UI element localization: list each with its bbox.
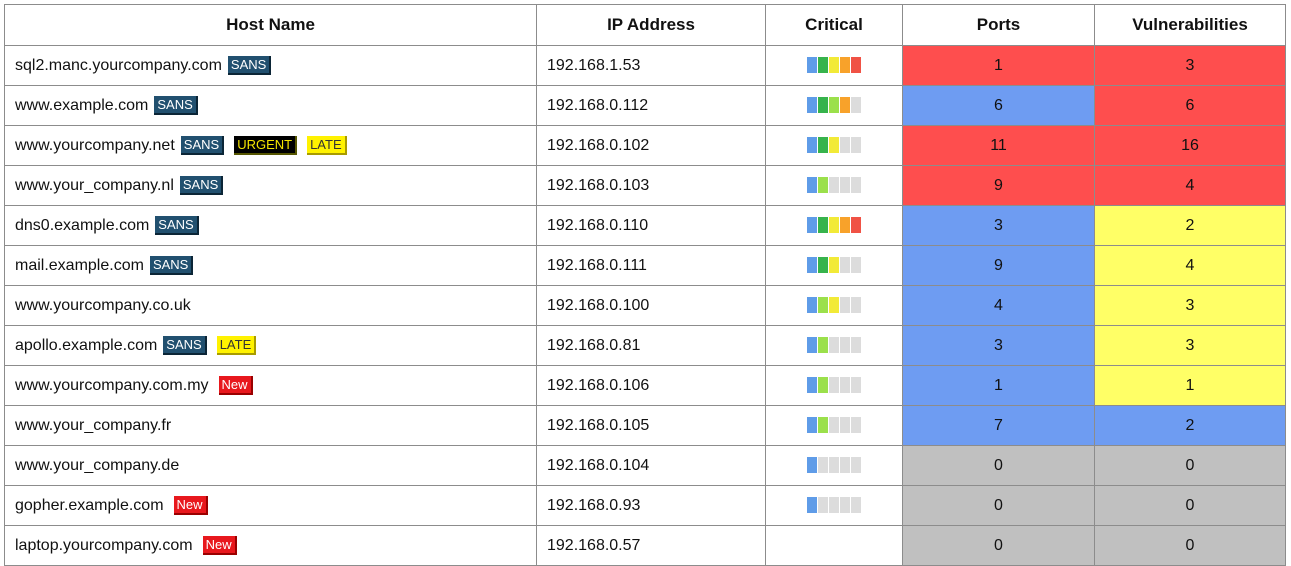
table-row[interactable] — [5, 166, 1286, 206]
criticality-segment — [818, 337, 828, 353]
criticality-segment — [829, 497, 839, 513]
ip-address-cell: 192.168.0.106 — [537, 366, 766, 406]
criticality-segment — [807, 217, 817, 233]
criticality-segment — [818, 457, 828, 473]
criticality-segment — [840, 177, 850, 193]
critical-cell — [766, 86, 903, 126]
ip-address-cell: 192.168.0.104 — [537, 446, 766, 486]
criticality-segment — [851, 177, 861, 193]
table-row[interactable] — [5, 406, 1286, 446]
critical-cell — [766, 126, 903, 166]
ports-cell[interactable]: 0 — [903, 486, 1095, 526]
ip-address-cell: 192.168.0.81 — [537, 326, 766, 366]
host-name-link[interactable]: www.yourcompany.net — [15, 137, 175, 154]
table-row[interactable] — [5, 446, 1286, 486]
ports-cell[interactable]: 9 — [903, 166, 1095, 206]
criticality-segment — [818, 177, 828, 193]
criticality-segment — [807, 497, 817, 513]
criticality-bar — [807, 457, 861, 473]
vulnerabilities-cell[interactable]: 3 — [1095, 46, 1286, 86]
host-name-link[interactable]: dns0.example.com — [15, 217, 150, 234]
criticality-segment — [829, 137, 839, 153]
criticality-segment — [807, 297, 817, 313]
ports-cell[interactable]: 0 — [903, 446, 1095, 486]
ports-cell[interactable]: 7 — [903, 406, 1095, 446]
criticality-segment — [818, 497, 828, 513]
criticality-segment — [818, 417, 828, 433]
table-row[interactable] — [5, 366, 1286, 406]
host-name-link[interactable]: www.your_company.nl — [15, 177, 174, 194]
criticality-segment — [807, 337, 817, 353]
table-body — [5, 46, 1286, 566]
table-row[interactable] — [5, 326, 1286, 366]
column-header-vulnerabilities[interactable]: Vulnerabilities — [1095, 5, 1286, 46]
host-name-cell — [5, 486, 537, 526]
criticality-segment — [807, 457, 817, 473]
criticality-segment — [851, 297, 861, 313]
criticality-segment — [829, 57, 839, 73]
criticality-bar — [807, 57, 861, 73]
host-name-link[interactable]: www.your_company.de — [15, 456, 180, 474]
critical-cell — [766, 246, 903, 286]
criticality-segment — [840, 297, 850, 313]
ip-address-cell: 192.168.0.103 — [537, 166, 766, 206]
critical-cell — [766, 326, 903, 366]
criticality-bar — [807, 337, 861, 353]
criticality-segment — [829, 417, 839, 433]
vulnerabilities-cell[interactable]: 4 — [1095, 246, 1286, 286]
host-name-link[interactable]: www.yourcompany.com.my — [15, 377, 209, 394]
ip-address-cell: 192.168.1.53 — [537, 46, 766, 86]
critical-cell — [766, 406, 903, 446]
criticality-segment — [807, 377, 817, 393]
criticality-bar — [807, 297, 861, 313]
criticality-segment — [840, 57, 850, 73]
criticality-segment — [818, 97, 828, 113]
criticality-segment — [851, 457, 861, 473]
vulnerabilities-cell[interactable]: 2 — [1095, 406, 1286, 446]
table-row[interactable] — [5, 246, 1286, 286]
criticality-segment — [829, 377, 839, 393]
host-name-link[interactable]: gopher.example.com — [15, 497, 164, 514]
critical-cell — [766, 526, 903, 566]
criticality-segment — [851, 377, 861, 393]
criticality-segment — [840, 137, 850, 153]
table-row[interactable] — [5, 486, 1286, 526]
criticality-segment — [851, 217, 861, 233]
table-row[interactable] — [5, 46, 1286, 86]
sans-badge: SANS — [228, 56, 271, 75]
sans-badge: SANS — [154, 96, 197, 115]
criticality-segment — [807, 97, 817, 113]
host-name-cell — [5, 86, 537, 126]
table-row[interactable] — [5, 206, 1286, 246]
vulnerabilities-cell[interactable]: 16 — [1095, 126, 1286, 166]
critical-cell — [766, 446, 903, 486]
criticality-bar — [807, 137, 861, 153]
ip-address-cell: 192.168.0.105 — [537, 406, 766, 446]
critical-cell — [766, 366, 903, 406]
new-badge: New — [219, 376, 253, 395]
host-name-cell — [5, 366, 537, 406]
vulnerabilities-cell[interactable]: 2 — [1095, 206, 1286, 246]
host-name-cell — [5, 286, 537, 326]
ports-cell[interactable]: 11 — [903, 126, 1095, 166]
criticality-segment — [818, 257, 828, 273]
ip-address-cell: 192.168.0.111 — [537, 246, 766, 286]
criticality-segment — [851, 257, 861, 273]
criticality-segment — [851, 137, 861, 153]
criticality-bar — [807, 377, 861, 393]
table-row[interactable] — [5, 86, 1286, 126]
late-badge: LATE — [217, 336, 257, 355]
criticality-bar — [807, 257, 861, 273]
vulnerabilities-cell[interactable]: 3 — [1095, 286, 1286, 326]
criticality-segment — [840, 217, 850, 233]
criticality-segment — [840, 97, 850, 113]
column-header-critical[interactable]: Critical — [766, 5, 903, 46]
ports-cell[interactable]: 3 — [903, 206, 1095, 246]
host-name-link[interactable]: laptop.yourcompany.com — [15, 537, 193, 554]
sans-badge: SANS — [150, 256, 193, 275]
criticality-segment — [840, 417, 850, 433]
criticality-segment — [807, 137, 817, 153]
host-name-link[interactable]: apollo.example.com — [15, 337, 158, 354]
ip-address-cell: 192.168.0.93 — [537, 486, 766, 526]
critical-cell — [766, 46, 903, 86]
column-header-ip-address[interactable]: IP Address — [537, 5, 766, 46]
table-row[interactable] — [5, 126, 1286, 166]
vulnerabilities-cell[interactable]: 4 — [1095, 166, 1286, 206]
ip-address-cell: 192.168.0.57 — [537, 526, 766, 566]
criticality-segment — [840, 497, 850, 513]
ports-cell[interactable]: 4 — [903, 286, 1095, 326]
critical-cell — [766, 206, 903, 246]
vulnerabilities-cell[interactable]: 1 — [1095, 366, 1286, 406]
urgent-badge: URGENT — [234, 136, 297, 155]
vulnerabilities-cell[interactable]: 0 — [1095, 526, 1286, 566]
host-name-link[interactable]: www.yourcompany.co.uk — [15, 296, 191, 314]
host-name-cell — [5, 326, 537, 366]
criticality-segment — [818, 137, 828, 153]
criticality-segment — [829, 97, 839, 113]
ip-address-cell: 192.168.0.102 — [537, 126, 766, 166]
new-badge: New — [174, 496, 208, 515]
criticality-segment — [829, 217, 839, 233]
host-name-cell — [5, 126, 537, 166]
new-badge: New — [203, 536, 237, 555]
host-name-cell — [5, 446, 537, 486]
sans-badge: SANS — [181, 136, 224, 155]
criticality-segment — [851, 497, 861, 513]
criticality-segment — [851, 57, 861, 73]
criticality-segment — [818, 217, 828, 233]
criticality-bar — [807, 497, 861, 513]
criticality-segment — [851, 337, 861, 353]
criticality-segment — [851, 417, 861, 433]
criticality-segment — [807, 417, 817, 433]
ports-cell[interactable]: 1 — [903, 46, 1095, 86]
criticality-bar — [807, 97, 861, 113]
vulnerabilities-cell[interactable]: 0 — [1095, 486, 1286, 526]
sans-badge: SANS — [180, 176, 223, 195]
host-name-cell — [5, 526, 537, 566]
ip-address-cell: 192.168.0.112 — [537, 86, 766, 126]
vulnerabilities-cell[interactable]: 3 — [1095, 326, 1286, 366]
table-row[interactable] — [5, 526, 1286, 566]
criticality-segment — [818, 377, 828, 393]
host-name-cell — [5, 206, 537, 246]
criticality-bar — [807, 417, 861, 433]
hosts-table — [4, 4, 1286, 566]
host-name-link[interactable]: www.example.com — [15, 97, 149, 114]
ports-cell[interactable]: 1 — [903, 366, 1095, 406]
ports-cell[interactable]: 0 — [903, 526, 1095, 566]
critical-cell — [766, 486, 903, 526]
criticality-segment — [807, 177, 817, 193]
host-name-cell — [5, 406, 537, 446]
criticality-bar — [807, 177, 861, 193]
ip-address-cell: 192.168.0.110 — [537, 206, 766, 246]
ports-cell[interactable]: 9 — [903, 246, 1095, 286]
host-name-link[interactable]: sql2.manc.yourcompany.com — [15, 57, 222, 74]
host-name-link[interactable]: www.your_company.fr — [15, 416, 172, 434]
host-name-cell — [5, 46, 537, 86]
criticality-segment — [818, 297, 828, 313]
table-header-row — [5, 5, 1286, 46]
column-header-ports[interactable]: Ports — [903, 5, 1095, 46]
vulnerabilities-cell[interactable]: 6 — [1095, 86, 1286, 126]
criticality-segment — [851, 97, 861, 113]
ip-address-cell: 192.168.0.100 — [537, 286, 766, 326]
late-badge: LATE — [307, 136, 347, 155]
criticality-segment — [829, 257, 839, 273]
criticality-bar — [807, 217, 861, 233]
criticality-segment — [829, 297, 839, 313]
host-name-cell — [5, 246, 537, 286]
criticality-segment — [840, 377, 850, 393]
criticality-segment — [807, 257, 817, 273]
table-row[interactable] — [5, 286, 1286, 326]
host-name-link[interactable]: mail.example.com — [15, 257, 144, 274]
criticality-segment — [840, 257, 850, 273]
sans-badge: SANS — [155, 216, 198, 235]
critical-cell — [766, 166, 903, 206]
vulnerabilities-cell[interactable]: 0 — [1095, 446, 1286, 486]
criticality-segment — [840, 457, 850, 473]
column-header-host-name[interactable]: Host Name — [5, 5, 537, 46]
criticality-segment — [840, 337, 850, 353]
criticality-segment — [829, 337, 839, 353]
criticality-segment — [818, 57, 828, 73]
ports-cell[interactable]: 6 — [903, 86, 1095, 126]
criticality-segment — [829, 457, 839, 473]
ports-cell[interactable]: 3 — [903, 326, 1095, 366]
sans-badge: SANS — [163, 336, 206, 355]
host-name-cell — [5, 166, 537, 206]
criticality-segment — [829, 177, 839, 193]
critical-cell — [766, 286, 903, 326]
criticality-segment — [807, 57, 817, 73]
